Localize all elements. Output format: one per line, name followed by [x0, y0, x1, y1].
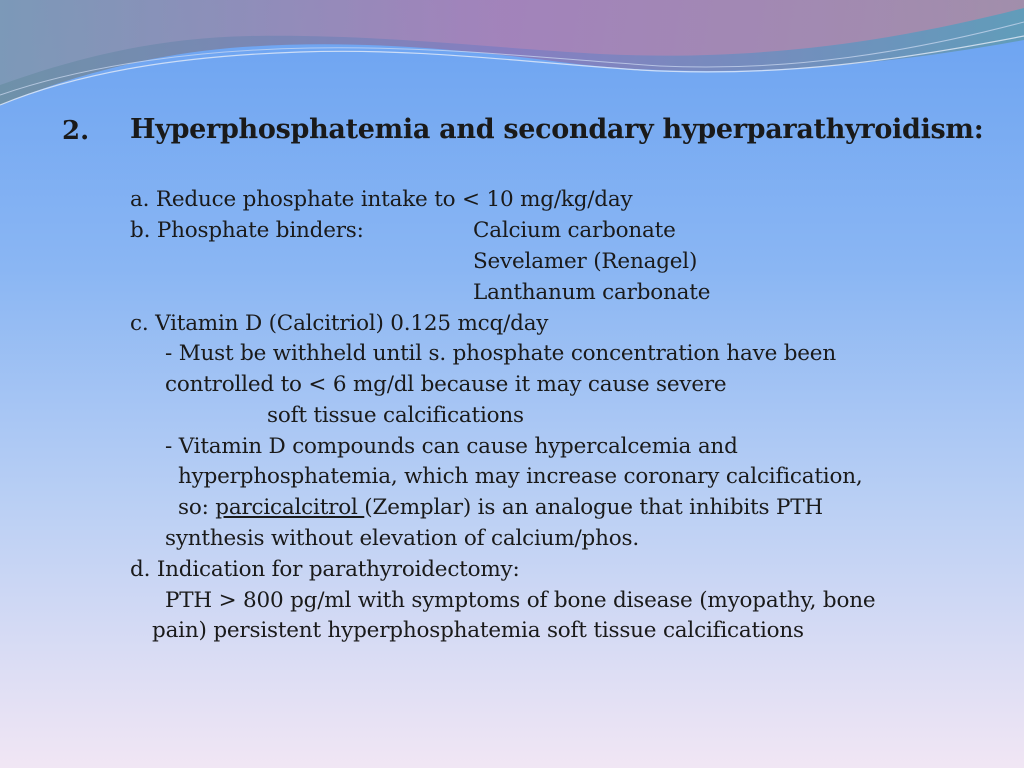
item-b — [130, 218, 364, 243]
section-number: 2. — [62, 116, 90, 146]
item-a — [130, 187, 632, 212]
note-text: - Vitamin D compounds can cause hypercalcemia and — [165, 434, 738, 459]
note-text: soft tissue calcifications — [267, 403, 524, 428]
binder-item: Sevelamer (Renagel) — [473, 249, 698, 274]
note-line-drug — [178, 495, 823, 520]
item-c — [130, 311, 548, 336]
note-so: so: — [178, 495, 209, 520]
drug-name-underlined: parcicalcitrol — [215, 495, 365, 520]
item-c-label: c. — [130, 311, 149, 336]
item-d — [130, 557, 520, 582]
note-text: PTH > 800 pg/ml with symptoms of bone disease (myopathy, bone — [165, 588, 876, 613]
binder-item: Calcium carbonate — [473, 218, 676, 243]
note-text: controlled to < 6 mg/dl because it may cause severe — [165, 372, 727, 397]
note-text: hyperphosphatemia, which may increase coronary calcification, — [178, 464, 863, 489]
item-d-label: d. — [130, 557, 151, 582]
slide-title: Hyperphosphatemia and secondary hyperparathyroidism: — [130, 114, 984, 145]
item-b-text: Phosphate binders: — [156, 218, 364, 243]
item-b-label: b. — [130, 218, 151, 243]
item-a-text: Reduce phosphate intake to < 10 mg/kg/day — [155, 187, 633, 212]
note-text: synthesis without elevation of calcium/phos. — [165, 526, 639, 551]
item-d-text: Indication for parathyroidectomy: — [156, 557, 520, 582]
note-text: (Zemplar) is an analogue that inhibits PTH — [364, 495, 823, 520]
note-text: - Must be withheld until s. phosphate concentration have been — [165, 341, 836, 366]
item-a-label: a. — [130, 187, 150, 212]
decorative-wave-header — [0, 0, 1024, 120]
item-c-text: Vitamin D (Calcitriol) 0.125 mcq/day — [155, 311, 549, 336]
note-text: pain) persistent hyperphosphatemia soft tissue calcifications — [152, 618, 804, 643]
binder-item: Lanthanum carbonate — [473, 280, 711, 305]
